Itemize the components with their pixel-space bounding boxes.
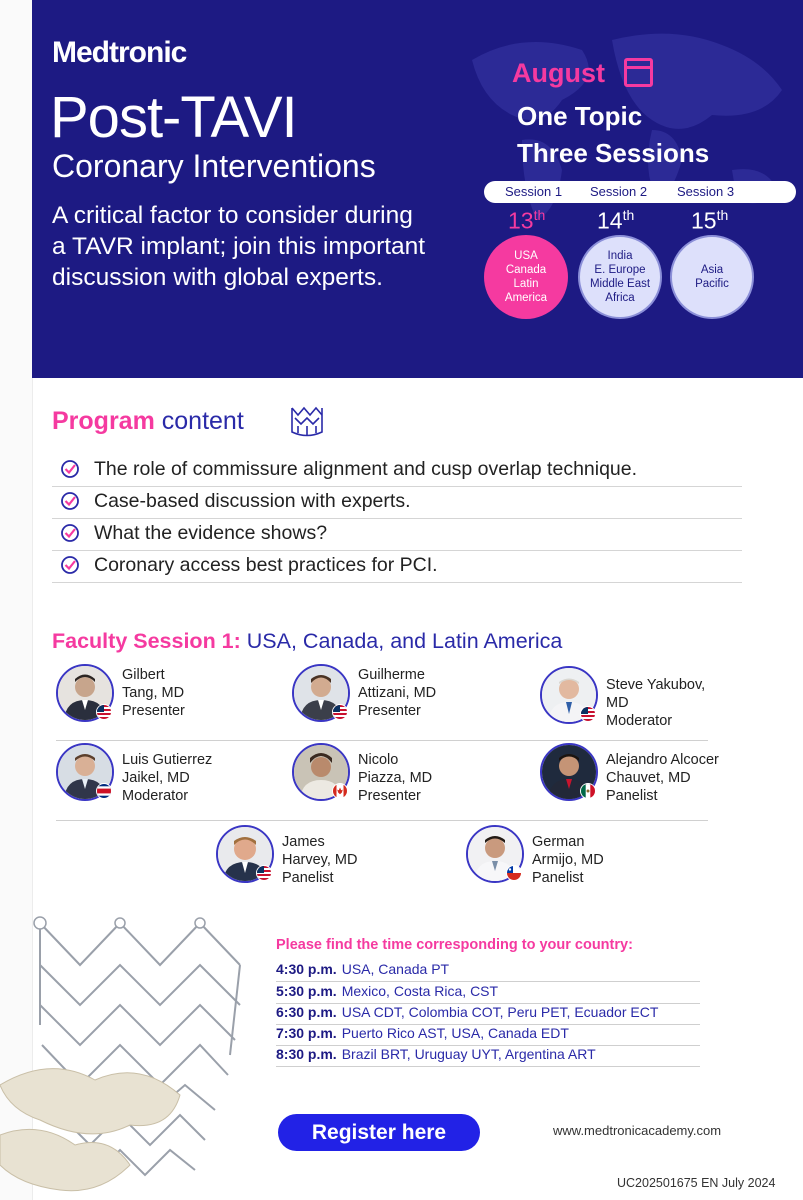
session-bar xyxy=(484,181,796,203)
faculty-member xyxy=(56,743,286,807)
session-day-3: 15th xyxy=(691,207,729,234)
faculty-name: German Armijo, MD Panelist xyxy=(532,834,604,886)
session-3-regions: Asia Pacific xyxy=(670,235,754,319)
faculty-member xyxy=(540,666,770,730)
time-row: 5:30 p.m. Mexico, Costa Rica, CST xyxy=(276,983,700,1004)
page-title: Post-TAVI xyxy=(50,85,297,150)
faculty-member xyxy=(216,825,446,889)
divider xyxy=(56,740,708,741)
program-item-text: What the evidence shows? xyxy=(94,522,328,544)
valve-icon xyxy=(289,404,325,438)
brand-logo: Medtronic xyxy=(52,36,187,69)
month-label: August xyxy=(512,58,605,88)
session-day-1: 13th xyxy=(508,207,546,234)
time-row: 6:30 p.m. USA CDT, Colombia COT, Peru PET, Ecuador ECT xyxy=(276,1004,700,1025)
usa-flag-icon xyxy=(332,704,348,720)
faculty-member xyxy=(292,664,522,728)
check-circle-icon xyxy=(60,491,80,511)
usa-flag-icon xyxy=(256,865,272,881)
intro-text: A critical factor to consider during a TAVR implant; join this important discussion with global experts. xyxy=(52,202,426,291)
program-item-text: The role of commissure alignment and cusp overlap technique. xyxy=(94,458,638,480)
session-label-3: Session 3 xyxy=(677,184,735,199)
register-button[interactable]: Register here xyxy=(278,1114,480,1151)
time-row: 7:30 p.m. Puerto Rico AST, USA, Canada EDT xyxy=(276,1025,700,1046)
faculty-name: Luis Gutierrez Jaikel, MD Moderator xyxy=(122,752,213,804)
program-item-text: Case-based discussion with experts. xyxy=(94,490,411,512)
session-1-regions: USA Canada Latin America xyxy=(484,235,568,319)
time-table-heading: Please find the time corresponding to your country: xyxy=(276,937,633,953)
check-circle-icon xyxy=(60,459,80,479)
header-banner xyxy=(32,0,803,378)
usa-flag-icon xyxy=(96,704,112,720)
divider xyxy=(56,820,708,821)
website-link[interactable]: www.medtronicacademy.com xyxy=(553,1123,722,1138)
session-label-2: Session 2 xyxy=(590,184,648,199)
faculty-heading: Faculty Session 1: USA, Canada, and Latin America xyxy=(52,629,563,653)
topic-heading xyxy=(517,98,709,172)
usa-flag-icon xyxy=(580,706,596,722)
program-item xyxy=(52,550,742,583)
faculty-name: Guilherme Attizani, MD Presenter xyxy=(358,667,437,719)
faculty-member xyxy=(466,825,696,889)
faculty-name: Nicolo Piazza, MD Presenter xyxy=(358,752,433,804)
page-subtitle: Coronary Interventions xyxy=(52,148,376,184)
check-circle-icon xyxy=(60,523,80,543)
calendar-icon xyxy=(624,58,653,87)
check-circle-icon xyxy=(60,555,80,575)
program-item xyxy=(52,486,742,519)
program-item xyxy=(52,518,742,551)
faculty-member xyxy=(292,743,522,807)
program-heading: Program content xyxy=(52,407,244,435)
program-item-text: Coronary access best practices for PCI. xyxy=(94,554,438,576)
valve-illustration xyxy=(0,905,270,1200)
session-day-2: 14th xyxy=(597,207,635,234)
canada-flag-icon xyxy=(332,783,348,799)
faculty-name: Steve Yakubov, MD Moderator xyxy=(606,677,706,729)
time-row: 4:30 p.m. USA, Canada PT xyxy=(276,961,700,982)
faculty-name: Alejandro Alcocer Chauvet, MD Panelist xyxy=(606,752,719,804)
session-2-regions: India E. Europe Middle East Africa xyxy=(578,235,662,319)
chile-flag-icon xyxy=(506,865,522,881)
topic-line-2: Three Sessions xyxy=(517,138,710,168)
document-code: UC202501675 EN July 2024 xyxy=(617,1176,776,1190)
session-label-1: Session 1 xyxy=(505,184,563,199)
faculty-member xyxy=(56,664,286,728)
time-row: 8:30 p.m. Brazil BRT, Uruguay UYT, Argentina ART xyxy=(276,1046,700,1067)
faculty-name: Gilbert Tang, MD Presenter xyxy=(122,667,185,719)
faculty-member xyxy=(540,743,770,807)
faculty-name: James Harvey, MD Panelist xyxy=(282,834,358,886)
program-item xyxy=(52,454,742,487)
mexico-flag-icon xyxy=(580,783,596,799)
topic-line-1: One Topic xyxy=(517,101,643,131)
costa-rica-flag-icon xyxy=(96,783,112,799)
